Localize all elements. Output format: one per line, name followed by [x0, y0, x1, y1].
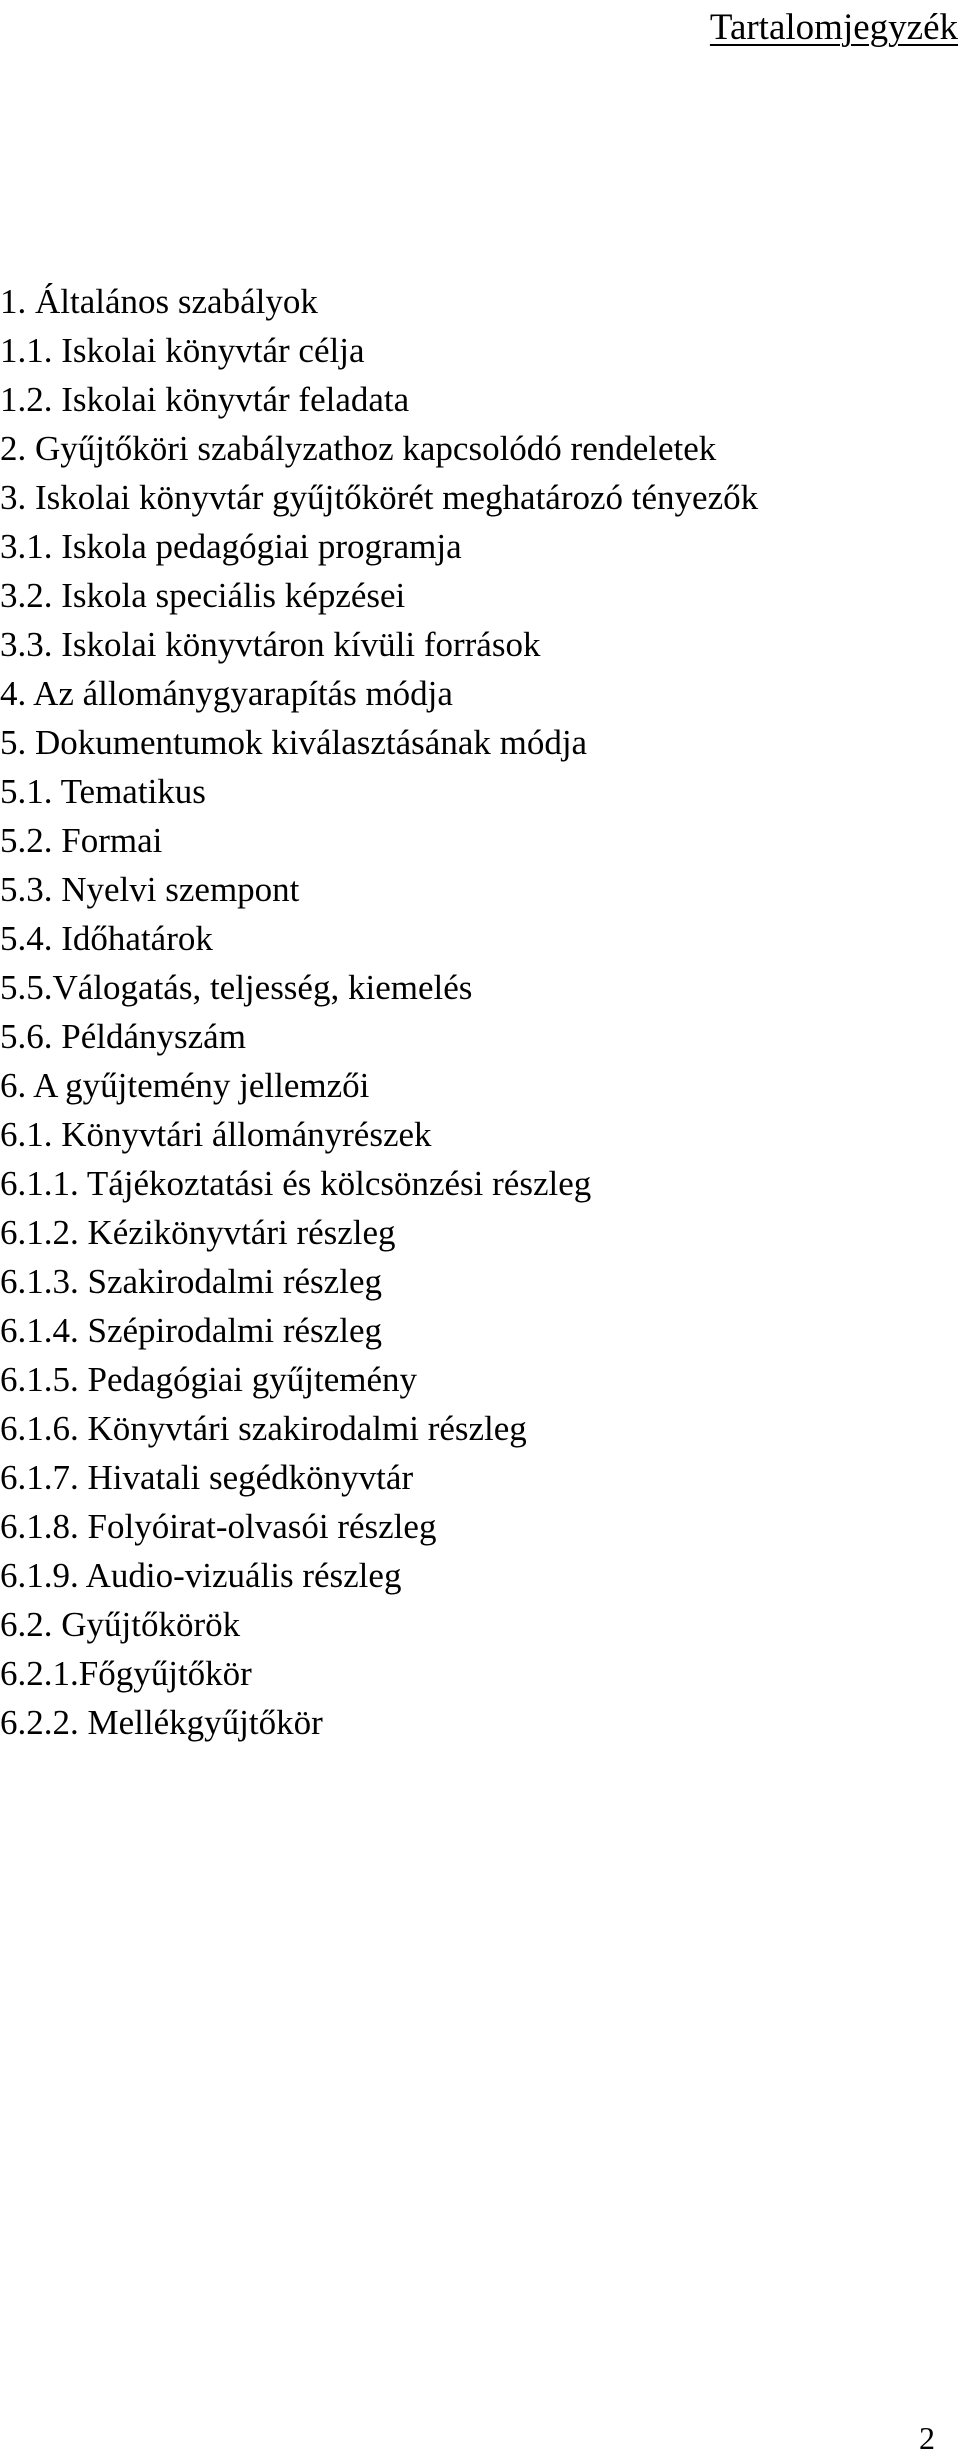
toc-entry: 6.1.5. Pedagógiai gyűjtemény	[0, 1360, 418, 1399]
toc-entry: 6.2. Gyűjtőkörök	[0, 1605, 241, 1644]
table-of-contents	[0, 277, 758, 1747]
toc-entry: 5.3. Nyelvi szempont	[0, 870, 300, 909]
toc-entry: 5.6. Példányszám	[0, 1017, 246, 1056]
toc-entry: 6.1.3. Szakirodalmi részleg	[0, 1262, 382, 1301]
page-number: 2	[919, 2420, 935, 2456]
page-title: Tartalomjegyzék	[709, 7, 958, 48]
toc-entry: 6.1.4. Szépirodalmi részleg	[0, 1311, 382, 1350]
toc-entry: 6. A gyűjtemény jellemzői	[0, 1066, 370, 1105]
toc-entry: 6.1.8. Folyóirat-olvasói részleg	[0, 1507, 437, 1546]
toc-entry: 6.1.7. Hivatali segédkönyvtár	[0, 1458, 414, 1497]
toc-entry: 6.2.1.Főgyűjtőkör	[0, 1654, 252, 1693]
toc-entry: 6.2.2. Mellékgyűjtőkör	[0, 1703, 323, 1742]
toc-entry: 3.1. Iskola pedagógiai programja	[0, 527, 462, 566]
toc-entry: 5.5.Válogatás, teljesség, kiemelés	[0, 968, 473, 1007]
toc-entry: 5. Dokumentumok kiválasztásának módja	[0, 723, 588, 762]
toc-entry: 5.4. Időhatárok	[0, 919, 213, 958]
toc-entry: 6.1.6. Könyvtári szakirodalmi részleg	[0, 1409, 527, 1448]
toc-entry: 3. Iskolai könyvtár gyűjtőkörét meghatározó tényezők	[0, 478, 759, 517]
toc-entry: 6.1.1. Tájékoztatási és kölcsönzési részleg	[0, 1164, 592, 1203]
toc-entry: 6.1.9. Audio-vizuális részleg	[0, 1556, 402, 1595]
toc-entry: 3.2. Iskola speciális képzései	[0, 576, 406, 615]
toc-entry: 1.1. Iskolai könyvtár célja	[0, 331, 365, 370]
toc-entry: 2. Gyűjtőköri szabályzathoz kapcsolódó rendeletek	[0, 429, 717, 468]
toc-entry: 6.1. Könyvtári állományrészek	[0, 1115, 432, 1154]
toc-entry: 4. Az állománygyarapítás módja	[0, 674, 453, 713]
toc-entry: 6.1.2. Kézikönyvtári részleg	[0, 1213, 396, 1252]
toc-entry: 1. Általános szabályok	[0, 282, 318, 321]
toc-entry: 1.2. Iskolai könyvtár feladata	[0, 380, 410, 419]
toc-entry: 3.3. Iskolai könyvtáron kívüli források	[0, 625, 541, 664]
toc-entry: 5.2. Formai	[0, 821, 163, 860]
toc-entry: 5.1. Tematikus	[0, 772, 206, 811]
